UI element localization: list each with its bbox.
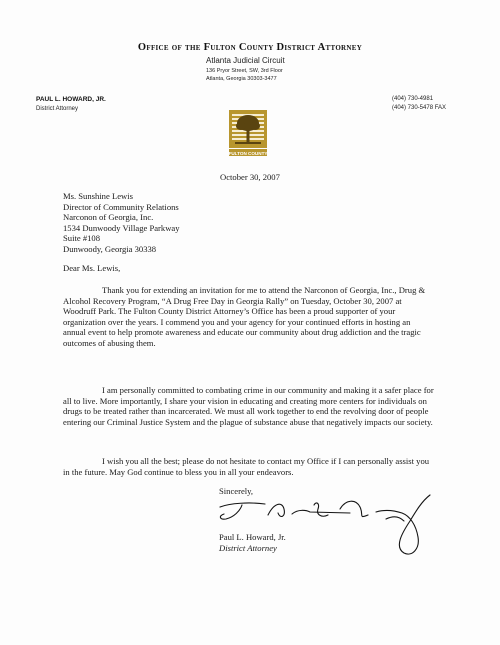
signer-title: District Attorney bbox=[219, 543, 277, 553]
body-paragraph: Thank you for extending an invitation for me to attend the Narconon of Georgia, Inc., Drug & Alcohol Recovery Program, “A Drug Free Day in Georgia Rally” on Tuesday, October 30, 2007 at Woodruff Park. The Fulton County District Attorney’s Office has been a proud supporter of your organization over the years. I commend you and your agency for your continued efforts in hosting an annual event to help promote awareness and educate our community about drug addiction and the tragic outcomes of abusing them. bbox=[63, 285, 426, 348]
salutation: Dear Ms. Lewis, bbox=[63, 263, 121, 273]
address-line-1: 136 Pryor Street, SW, 3rd Floor bbox=[206, 68, 283, 74]
recipient-line: Narconon of Georgia, Inc. bbox=[63, 212, 154, 223]
phone-number: (404) 730-4981 bbox=[392, 96, 434, 102]
body-paragraph: I wish you all the best; please do not hesitate to contact my Office if I can personally assist you in the future. May God continue to bless you in all your endeavors. bbox=[63, 456, 430, 477]
body-paragraph: I am personally committed to combating crime in our community and making it a safer place for all to live. More importantly, I share your vision in educating and creating more centers for individuals on drugs to be treated rather than incarcerated. We must all work together to end the revolving door of people entering our Criminal Justice System and the plague of substance abuse that negatively impacts our society. bbox=[63, 385, 434, 427]
office-title: Office of the Fulton County District Attorney bbox=[137, 42, 363, 53]
fulton-county-seal-icon bbox=[229, 110, 267, 156]
seal-caption: FULTON COUNTY bbox=[229, 150, 267, 156]
signer-name: Paul L. Howard, Jr. bbox=[219, 532, 286, 542]
circuit-name: Atlanta Judicial Circuit bbox=[206, 56, 285, 65]
recipient-line: Dunwoody, Georgia 30338 bbox=[63, 243, 157, 254]
handwritten-signature bbox=[190, 485, 440, 565]
recipient-line: Suite #108 bbox=[63, 233, 101, 244]
recipient-line: Ms. Sunshine Lewis bbox=[63, 191, 133, 201]
address-line-2: Atlanta, Georgia 30303-3477 bbox=[206, 76, 277, 82]
recipient-line: Director of Community Relations bbox=[63, 201, 179, 212]
recipient-address-block bbox=[63, 191, 180, 255]
district-attorney-name: PAUL L. HOWARD, JR. bbox=[36, 96, 106, 103]
letter-date: October 30, 2007 bbox=[220, 172, 280, 182]
district-attorney-title: District Attorney bbox=[36, 106, 79, 112]
fax-number: (404) 730-5478 FAX bbox=[392, 105, 447, 111]
closing: Sincerely, bbox=[219, 486, 254, 496]
recipient-line: 1534 Dunwoody Village Parkway bbox=[63, 222, 180, 233]
